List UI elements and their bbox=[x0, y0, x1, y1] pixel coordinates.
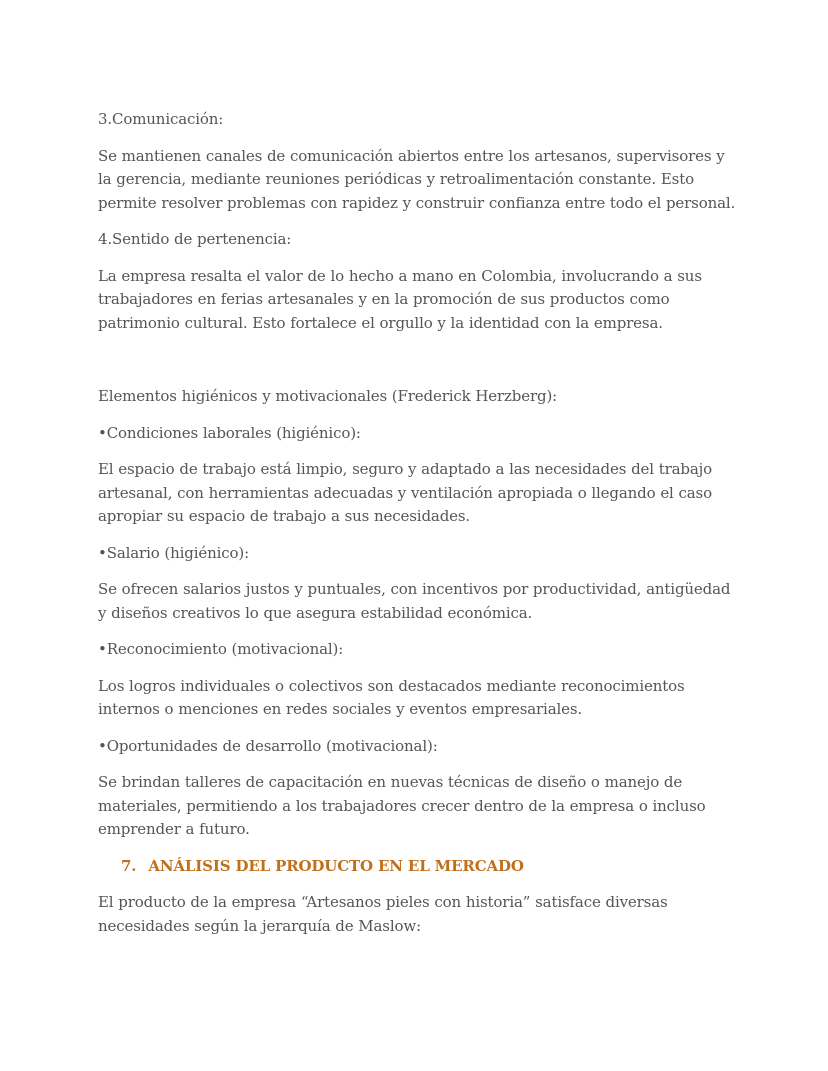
herzberg-item-body: El espacio de trabajo está limpio, seguro y adaptado a las necesidades del trabajo artesanal, con herramientas adecuadas y ventilación apropiada o llegando el caso apropiar su espacio de trabajo a sus necesidades. bbox=[98, 460, 713, 525]
herzberg-item-title: •Condiciones laborales (higiénico): bbox=[98, 423, 361, 442]
herzberg-item-body: Se ofrecen salarios justos y puntuales, con incentivos por productividad, antigüedad y diseños creativos lo que asegura estabilidad económica. bbox=[98, 580, 731, 622]
spacer bbox=[98, 348, 738, 385]
closing-paragraph: El producto de la empresa “Artesanos pieles con historia” satisface diversas necesidades según la jerarquía de Maslow: bbox=[98, 893, 668, 935]
herzberg-item-title: •Oportunidades de desarrollo (motivacional): bbox=[98, 736, 438, 755]
herzberg-item-body: Se brindan talleres de capacitación en nuevas técnicas de diseño o manejo de materiales, permitiendo a los trabajadores crecer dentro de la empresa o incluso emprender a futuro. bbox=[98, 773, 706, 838]
section-heading-analisis bbox=[98, 855, 738, 879]
document-page bbox=[98, 108, 738, 951]
section-body-comunicacion: Se mantienen canales de comunicación abiertos entre los artesanos, supervisores y la gerencia, mediante reuniones periódicas y retroalimentación constante. Esto permite resolver problemas con rapidez y construir confianza entre todo el personal. bbox=[98, 146, 736, 212]
section-body-pertenencia: La empresa resalta el valor de lo hecho a mano en Colombia, involucrando a sus trabajadores en ferias artesanales y en la promoción de sus productos como patrimonio cultural. Esto fortalece el orgullo y la identidad con la empresa. bbox=[98, 266, 702, 332]
herzberg-item-title: •Reconocimiento (motivacional): bbox=[98, 640, 344, 658]
heading-number: 7. bbox=[121, 856, 137, 875]
herzberg-item-title: •Salario (higiénico): bbox=[98, 543, 250, 562]
herzberg-item-body: Los logros individuales o colectivos son destacados mediante reconocimientos internos o menciones en redes sociales y eventos empresariales. bbox=[98, 676, 685, 718]
section-title-comunicacion: 3.Comunicación: bbox=[98, 110, 224, 128]
section-title-pertenencia: 4.Sentido de pertenencia: bbox=[98, 230, 292, 248]
herzberg-intro: Elementos higiénicos y motivacionales (Frederick Herzberg): bbox=[98, 387, 558, 405]
heading-text: ANÁLISIS DEL PRODUCTO EN EL MERCADO bbox=[148, 856, 524, 875]
